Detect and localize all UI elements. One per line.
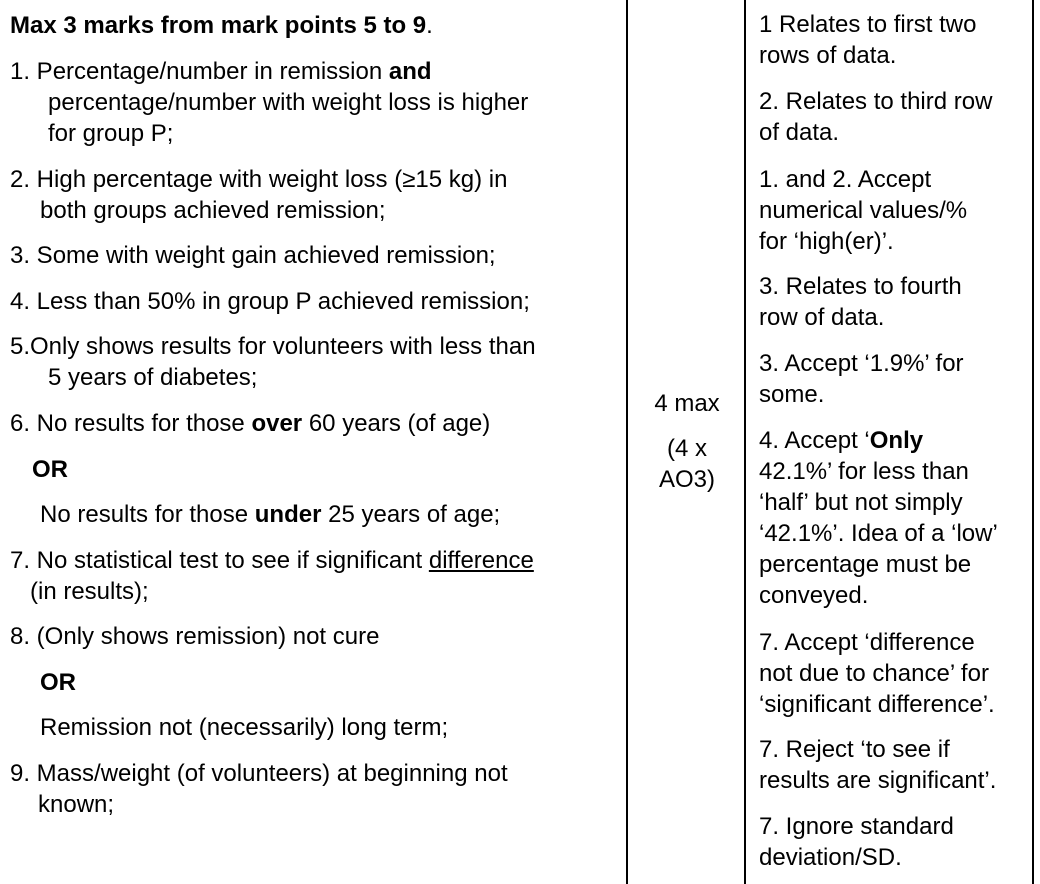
point-2: 2. High percentage with weight loss (≥15 kg) in both groups achieved remission; [10, 166, 508, 224]
marks-ao-line-2: AO3) [658, 466, 715, 493]
point-8-alternative: Remission not (necessarily) long term; [40, 714, 449, 741]
guidance-3: 1. and 2. Accept numerical values/% for ‘high(er)’. [759, 166, 968, 255]
point-6: 6. No results for those over 60 years (of age) [10, 410, 491, 437]
heading: Max 3 marks from mark points 5 to 9. [10, 12, 433, 39]
guidance-4: 3. Relates to fourth row of data. [759, 273, 962, 331]
guidance-1: 1 Relates to first two rows of data. [759, 11, 977, 69]
guidance-2: 2. Relates to third row of data. [759, 88, 993, 146]
guidance-7: 7. Accept ‘difference not due to chance’ for ‘significant difference’. [759, 629, 995, 718]
column-divider-left [626, 0, 628, 884]
point-6-alternative: No results for those under 25 years of age; [40, 501, 501, 528]
or-separator-1: OR [32, 456, 68, 483]
point-8: 8. (Only shows remission) not cure [10, 623, 380, 650]
column-divider-right [1032, 0, 1034, 884]
point-4: 4. Less than 50% in group P achieved remission; [10, 288, 530, 315]
point-5: 5.Only shows results for volunteers with less than 5 years of diabetes; [10, 333, 536, 391]
point-3: 3. Some with weight gain achieved remission; [10, 242, 496, 269]
or-separator-2: OR [40, 669, 76, 696]
guidance-8: 7. Reject ‘to see if results are significant’. [759, 736, 997, 794]
point-9: 9. Mass/weight (of volunteers) at beginning not known; [10, 760, 508, 818]
guidance-9: 7. Ignore standard deviation/SD. [759, 813, 954, 871]
guidance-5: 3. Accept ‘1.9%’ for some. [759, 350, 964, 408]
point-7: 7. No statistical test to see if significant difference (in results); [10, 547, 534, 605]
marks-max: 4 max [654, 390, 720, 417]
marks-ao-line-1: (4 x [666, 435, 707, 462]
guidance-6: 4. Accept ‘Only 42.1%’ for less than ‘half’ but not simply ‘42.1%’. Idea of a ‘low’ percentage must be conveyed. [759, 427, 998, 609]
heading-bold: Max 3 marks from mark points 5 to 9 [10, 12, 427, 39]
column-divider-middle [744, 0, 746, 884]
point-1: 1. Percentage/number in remission and percentage/number with weight loss is higher for group P; [10, 58, 529, 147]
